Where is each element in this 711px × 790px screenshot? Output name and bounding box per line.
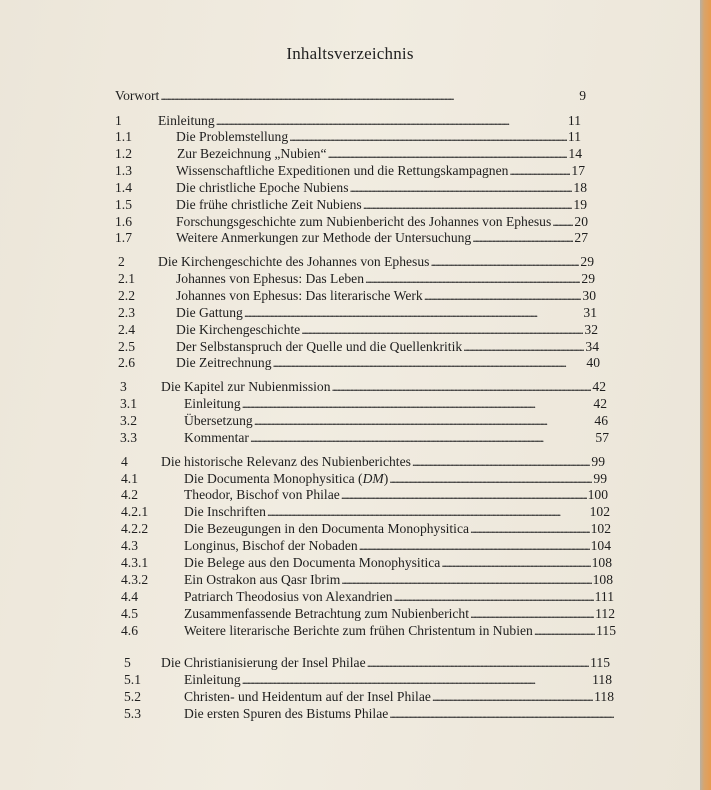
toc-page-number: 42 xyxy=(593,396,607,411)
toc-title: Forschungsgeschichte zum Nubienbericht des Johannes von Ephesus xyxy=(176,214,552,229)
toc-number: 2.3 xyxy=(118,305,135,320)
toc-title: Die historische Relevanz des Nubienberichtes xyxy=(161,454,411,469)
toc-entry-3 xyxy=(120,378,606,396)
toc-entry-2-6 xyxy=(118,354,600,372)
toc-title: Christen- und Heidentum auf der Insel Philae xyxy=(184,689,431,704)
toc-leader-dots xyxy=(273,354,586,372)
toc-entry-3-1 xyxy=(120,395,607,413)
toc-leader-dots xyxy=(367,654,589,672)
toc-entry-2-1 xyxy=(118,270,595,288)
toc-entry-2-3 xyxy=(118,304,597,322)
toc-entry-2 xyxy=(118,253,594,271)
toc-title: Wissenschaftliche Expeditionen und die Rettungskampagnen xyxy=(176,163,509,178)
toc-number: 5.2 xyxy=(124,689,141,704)
toc-title: Einleitung xyxy=(158,113,215,128)
toc-leader-dots xyxy=(389,705,614,723)
toc-title: Longinus, Bischof der Nobaden xyxy=(184,538,358,553)
toc-page-number: 111 xyxy=(594,589,614,604)
page-title: Inhaltsverzeichnis xyxy=(286,44,414,63)
toc-page-number: 42 xyxy=(592,379,606,394)
toc-entry-1-2 xyxy=(115,145,582,163)
toc-number: 3.3 xyxy=(120,430,137,445)
toc-number: 4.4 xyxy=(121,589,138,604)
toc-leader-dots xyxy=(412,453,591,471)
toc-title: Zusammenfassende Betrachtung zum Nubienbericht xyxy=(184,606,469,621)
toc-entry-5-1 xyxy=(124,671,612,689)
toc-leader-dots xyxy=(534,622,595,640)
toc-entry-4-2-1 xyxy=(121,503,610,521)
toc-leader-dots xyxy=(250,429,594,447)
toc-number: 1.5 xyxy=(115,197,132,212)
toc-title: Die Kirchengeschichte xyxy=(176,322,301,337)
toc-leader-dots xyxy=(363,196,573,214)
toc-title: Die Belege aus den Documenta Monophysitica xyxy=(184,555,441,570)
toc-number: 1.7 xyxy=(115,230,132,245)
toc-number: 4.3.1 xyxy=(121,555,149,570)
toc-entry-4-3-2 xyxy=(121,571,613,589)
toc-page-number: 32 xyxy=(584,322,598,337)
toc-number: 1.2 xyxy=(115,146,132,161)
toc-title: Die Christianisierung der Insel Philae xyxy=(161,655,366,670)
toc-title: Die frühe christliche Zeit Nubiens xyxy=(176,197,362,212)
toc-page-number: 100 xyxy=(587,487,608,502)
toc-leader-dots xyxy=(424,287,582,305)
toc-leader-dots xyxy=(394,588,594,606)
toc-page-number: 118 xyxy=(592,672,612,687)
toc-number: 3 xyxy=(120,379,127,394)
toc-title: Die christliche Epoche Nubiens xyxy=(176,180,349,195)
toc-leader-dots xyxy=(244,304,583,322)
toc-title: Zur Bezeichnung „Nubien“ xyxy=(177,146,327,161)
toc-page-number: 31 xyxy=(583,305,597,320)
toc-title: Johannes von Ephesus: Das Leben xyxy=(176,271,365,286)
toc-page-number: 112 xyxy=(595,606,615,621)
toc-leader-dots xyxy=(341,486,587,504)
toc-leader-dots xyxy=(509,162,570,180)
toc-number: 4.5 xyxy=(121,606,138,621)
toc-number: 4.3 xyxy=(121,538,138,553)
toc-page-number: 102 xyxy=(589,504,610,519)
toc-number: 2.6 xyxy=(118,355,135,370)
toc-entry-4-2 xyxy=(121,486,608,504)
toc-leader-dots xyxy=(350,179,573,197)
toc-page-number: 118 xyxy=(594,689,614,704)
toc-title: Einleitung xyxy=(184,396,241,411)
toc-number: 4.3.2 xyxy=(121,572,149,587)
toc-number: 2.2 xyxy=(118,288,135,303)
toc-number: 3.2 xyxy=(120,413,137,428)
toc-entry-5-2 xyxy=(124,688,614,706)
toc-leader-dots xyxy=(432,688,593,706)
toc-title: Ein Ostrakon aus Qasr Ibrim xyxy=(184,572,341,587)
toc-number: 2.5 xyxy=(118,339,135,354)
toc-number: 2 xyxy=(118,254,125,269)
toc-entry-4-3-1 xyxy=(121,554,612,572)
toc-page-number: 115 xyxy=(590,655,610,670)
toc-leader-dots xyxy=(470,605,594,623)
toc-entry-4-2-2 xyxy=(121,520,611,538)
toc-page-number: 108 xyxy=(592,572,613,587)
toc-number: 4.2.1 xyxy=(121,504,149,519)
toc-entry-4 xyxy=(121,453,605,471)
toc-entry-5 xyxy=(124,654,610,672)
toc-page-number: 29 xyxy=(580,254,594,269)
toc-title: Die Problemstellung xyxy=(176,129,289,144)
toc-entry-5-3 xyxy=(124,705,615,723)
toc-number: 5.1 xyxy=(124,672,141,687)
toc-leader-dots xyxy=(327,145,567,163)
toc-entry-4-6 xyxy=(121,622,616,640)
toc-page-number: 30 xyxy=(582,288,596,303)
toc-number: 4.2 xyxy=(121,487,138,502)
toc-leader-dots xyxy=(242,671,591,689)
toc-page-number: 9 xyxy=(579,88,586,103)
toc-entry-3-2 xyxy=(120,412,608,430)
toc-page-number: 108 xyxy=(591,555,612,570)
toc-number: 4 xyxy=(121,454,128,469)
toc-page-number: 17 xyxy=(571,163,585,178)
toc-number: 1.3 xyxy=(115,163,132,178)
toc-title: Die Gattung xyxy=(176,305,243,320)
toc-number: 2.1 xyxy=(118,271,135,286)
toc-title: Johannes von Ephesus: Das literarische Werk xyxy=(176,288,423,303)
toc-page-number: 11 xyxy=(567,129,581,144)
toc-page-number: 104 xyxy=(590,538,611,553)
toc-title: Kommentar xyxy=(184,430,249,445)
toc-number: 4.1 xyxy=(121,471,138,486)
toc-title: Theodor, Bischof von Philae xyxy=(184,487,340,502)
toc-leader-dots xyxy=(267,503,589,521)
page-edge xyxy=(700,0,711,790)
toc-number: 1.4 xyxy=(115,180,132,195)
toc-title: Vorwort xyxy=(115,88,160,103)
toc-leader-dots xyxy=(254,412,594,430)
toc-page-number: 27 xyxy=(574,230,588,245)
toc-title: Weitere literarische Berichte zum frühen Christentum in Nubien xyxy=(184,623,533,638)
toc-number: 4.2.2 xyxy=(121,521,149,536)
toc-entry-1-1 xyxy=(115,128,581,146)
toc-entry-3-3 xyxy=(120,429,609,447)
toc-number: 4.6 xyxy=(121,623,138,638)
toc-leader-dots xyxy=(430,253,579,271)
toc-leader-dots xyxy=(341,571,591,589)
toc-entry-1-4 xyxy=(115,179,587,197)
toc-leader-dots xyxy=(332,378,592,396)
toc-number: 3.1 xyxy=(120,396,137,411)
toc-title: Die Bezeugungen in den Documenta Monophysitica xyxy=(184,521,470,536)
toc-page-number: 14 xyxy=(568,146,582,161)
toc-page-number: 29 xyxy=(581,271,595,286)
toc-number: 1.6 xyxy=(115,214,132,229)
toc-title: Die Documenta Monophysitica (DM) xyxy=(184,471,389,486)
toc-title: Die Inschriften xyxy=(184,504,266,519)
toc-page-number: 115 xyxy=(596,623,616,638)
toc-title: Patriarch Theodosius von Alexandrien xyxy=(184,589,393,604)
toc-leader-dots xyxy=(301,321,583,339)
toc-leader-dots xyxy=(365,270,580,288)
toc-entry-1-5 xyxy=(115,196,587,214)
toc-page-number: 18 xyxy=(573,180,587,195)
toc-leader-dots xyxy=(472,229,573,247)
toc-leader-dots xyxy=(359,537,590,555)
toc-leader-dots xyxy=(470,520,590,538)
toc-page-number: 57 xyxy=(595,430,609,445)
toc-title: Weitere Anmerkungen zur Methode der Untersuchung xyxy=(176,230,472,245)
toc-number: 1 xyxy=(115,113,122,128)
toc-leader-dots xyxy=(160,87,578,105)
toc-title: Einleitung xyxy=(184,672,241,687)
toc-entry-4-5 xyxy=(121,605,615,623)
toc-title: Der Selbstanspruch der Quelle und die Quellenkritik xyxy=(176,339,463,354)
toc-page-number: 40 xyxy=(586,355,600,370)
toc-title: Die Zeitrechnung xyxy=(176,355,272,370)
toc-page-number: 102 xyxy=(590,521,611,536)
toc-entry-1-3 xyxy=(115,162,585,180)
toc-title: Übersetzung xyxy=(184,413,253,428)
toc-page-number: 99 xyxy=(591,454,605,469)
toc-title: Die ersten Spuren des Bistums Philae xyxy=(184,706,389,721)
toc-entry-2-2 xyxy=(118,287,596,305)
toc-number: 5.3 xyxy=(124,706,141,721)
toc-page-number: 19 xyxy=(573,197,587,212)
toc-entry-4-3 xyxy=(121,537,611,555)
toc-title: Die Kirchengeschichte des Johannes von Ephesus xyxy=(158,254,430,269)
toc-page-number: 20 xyxy=(574,214,588,229)
toc-page-number: 34 xyxy=(585,339,599,354)
toc-entry-1-7 xyxy=(115,229,588,247)
toc-number: 1.1 xyxy=(115,129,132,144)
toc-number: 5 xyxy=(124,655,131,670)
toc-title: Die Kapitel zur Nubienmission xyxy=(161,379,331,394)
toc-page-number: 99 xyxy=(593,471,607,486)
toc-entry-4-4 xyxy=(121,588,614,606)
toc-page-number: 46 xyxy=(594,413,608,428)
toc-page-number: 11 xyxy=(567,113,581,128)
toc-leader-dots xyxy=(289,128,567,146)
toc-leader-dots xyxy=(242,395,593,413)
toc-number: 2.4 xyxy=(118,322,135,337)
toc-entry-2-4 xyxy=(118,321,598,339)
toc-leader-dots xyxy=(441,554,590,572)
toc-entry-preface xyxy=(115,87,586,105)
